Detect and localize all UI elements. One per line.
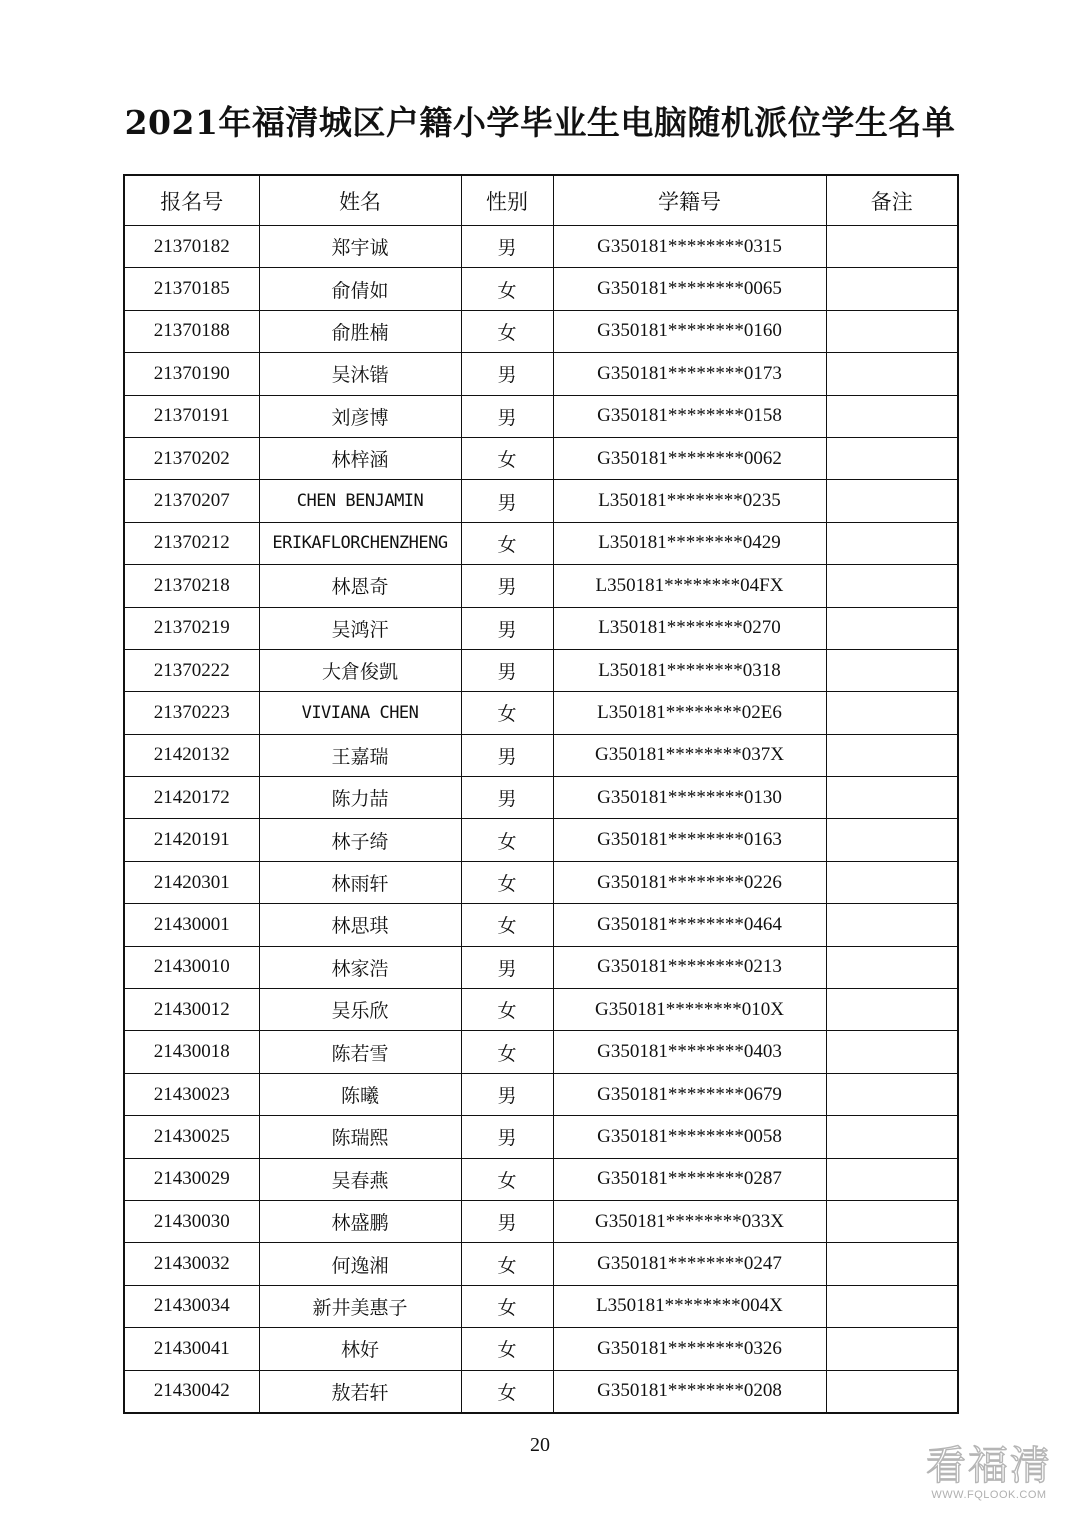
student-number-cell: L350181********04FX — [553, 565, 826, 607]
gender-cell: 女 — [461, 437, 553, 479]
name-cell: 林雨轩 — [259, 861, 461, 903]
table-header-row — [124, 175, 958, 226]
note-cell — [826, 946, 958, 988]
name-cell: 林家浩 — [259, 946, 461, 988]
gender-cell: 女 — [461, 819, 553, 861]
registration-number-cell: 21370219 — [124, 607, 259, 649]
student-number-cell: L350181********0270 — [553, 607, 826, 649]
table-row — [124, 353, 958, 395]
watermark-url: WWW.FQLOOK.COM — [931, 1489, 1047, 1501]
name-cell: VIVIANA CHEN — [259, 692, 461, 734]
name-cell: 陈瑞熙 — [259, 1116, 461, 1158]
student-number-cell: G350181********0130 — [553, 777, 826, 819]
gender-cell: 女 — [461, 989, 553, 1031]
registration-number-cell: 21370222 — [124, 649, 259, 691]
table-row — [124, 522, 958, 564]
student-number-cell: L350181********02E6 — [553, 692, 826, 734]
table-row — [124, 395, 958, 437]
registration-number-cell: 21430012 — [124, 989, 259, 1031]
registration-number-cell: 21420132 — [124, 734, 259, 776]
watermark — [918, 1444, 1060, 1502]
gender-cell: 女 — [461, 1243, 553, 1285]
table-row — [124, 1243, 958, 1285]
name-cell: CHEN BENJAMIN — [259, 480, 461, 522]
gender-cell: 男 — [461, 353, 553, 395]
table-row — [124, 226, 958, 268]
note-cell — [826, 565, 958, 607]
gender-cell: 男 — [461, 1200, 553, 1242]
name-cell: 何逸湘 — [259, 1243, 461, 1285]
registration-number-cell: 21430025 — [124, 1116, 259, 1158]
table-row — [124, 565, 958, 607]
table-row — [124, 946, 958, 988]
gender-cell: 男 — [461, 607, 553, 649]
student-number-cell: G350181********0065 — [553, 268, 826, 310]
name-cell: 陈曦 — [259, 1073, 461, 1115]
registration-number-cell: 21370207 — [124, 480, 259, 522]
gender-cell: 男 — [461, 649, 553, 691]
student-number-cell: G350181********0679 — [553, 1073, 826, 1115]
note-cell — [826, 1116, 958, 1158]
note-cell — [826, 1243, 958, 1285]
student-number-cell: G350181********0058 — [553, 1116, 826, 1158]
student-number-cell: G350181********0163 — [553, 819, 826, 861]
note-cell — [826, 692, 958, 734]
table-row — [124, 310, 958, 352]
student-number-cell: L350181********0429 — [553, 522, 826, 564]
student-number-cell: G350181********0213 — [553, 946, 826, 988]
gender-cell: 男 — [461, 1116, 553, 1158]
note-cell — [826, 1200, 958, 1242]
note-cell — [826, 480, 958, 522]
note-cell — [826, 437, 958, 479]
gender-cell: 女 — [461, 310, 553, 352]
table-row — [124, 649, 958, 691]
registration-number-cell: 21430018 — [124, 1031, 259, 1073]
name-cell: 新井美惠子 — [259, 1285, 461, 1327]
header-name: 姓名 — [259, 175, 461, 226]
registration-number-cell: 21420172 — [124, 777, 259, 819]
registration-number-cell: 21430042 — [124, 1370, 259, 1413]
student-number-cell: G350181********0226 — [553, 861, 826, 903]
name-cell: 俞倩如 — [259, 268, 461, 310]
student-number-cell: G350181********0315 — [553, 226, 826, 268]
name-cell: ERIKAFLORCHENZHENG — [259, 522, 461, 564]
page-number: 20 — [530, 1434, 550, 1456]
registration-number-cell: 21430029 — [124, 1158, 259, 1200]
note-cell — [826, 268, 958, 310]
note-cell — [826, 1285, 958, 1327]
registration-number-cell: 21430023 — [124, 1073, 259, 1115]
gender-cell: 女 — [461, 904, 553, 946]
student-number-cell: G350181********033X — [553, 1200, 826, 1242]
table-row — [124, 1328, 958, 1370]
gender-cell: 男 — [461, 480, 553, 522]
note-cell — [826, 522, 958, 564]
table-row — [124, 1285, 958, 1327]
table-row — [124, 1200, 958, 1242]
gender-cell: 女 — [461, 522, 553, 564]
name-cell: 林思琪 — [259, 904, 461, 946]
table-body — [124, 226, 958, 1413]
registration-number-cell: 21370191 — [124, 395, 259, 437]
registration-number-cell: 21370190 — [124, 353, 259, 395]
table-row — [124, 734, 958, 776]
note-cell — [826, 777, 958, 819]
gender-cell: 男 — [461, 395, 553, 437]
student-number-cell: G350181********0062 — [553, 437, 826, 479]
table-row — [124, 1370, 958, 1413]
registration-number-cell: 21370223 — [124, 692, 259, 734]
page-title: 2021年福清城区户籍小学毕业生电脑随机派位学生名单 — [124, 103, 956, 142]
registration-number-cell: 21430034 — [124, 1285, 259, 1327]
note-cell — [826, 1031, 958, 1073]
note-cell — [826, 1370, 958, 1413]
student-number-cell: G350181********0287 — [553, 1158, 826, 1200]
table-row — [124, 861, 958, 903]
table-row — [124, 1116, 958, 1158]
gender-cell: 男 — [461, 777, 553, 819]
table-row — [124, 989, 958, 1031]
note-cell — [826, 607, 958, 649]
gender-cell: 男 — [461, 734, 553, 776]
name-cell: 林恩奇 — [259, 565, 461, 607]
name-cell: 林梓涵 — [259, 437, 461, 479]
name-cell: 林子绮 — [259, 819, 461, 861]
table-row — [124, 1073, 958, 1115]
note-cell — [826, 1073, 958, 1115]
table-row — [124, 777, 958, 819]
note-cell — [826, 989, 958, 1031]
name-cell: 吴鸿汗 — [259, 607, 461, 649]
name-cell: 郑宇诚 — [259, 226, 461, 268]
table-row — [124, 480, 958, 522]
registration-number-cell: 21370218 — [124, 565, 259, 607]
registration-number-cell: 21420191 — [124, 819, 259, 861]
name-cell: 林盛鹏 — [259, 1200, 461, 1242]
gender-cell: 男 — [461, 946, 553, 988]
gender-cell: 女 — [461, 692, 553, 734]
registration-number-cell: 21370202 — [124, 437, 259, 479]
table-row — [124, 437, 958, 479]
student-number-cell: G350181********0326 — [553, 1328, 826, 1370]
table-row — [124, 268, 958, 310]
gender-cell: 女 — [461, 1328, 553, 1370]
name-cell: 吴春燕 — [259, 1158, 461, 1200]
note-cell — [826, 226, 958, 268]
gender-cell: 女 — [461, 1285, 553, 1327]
table-row — [124, 607, 958, 649]
name-cell: 敖若轩 — [259, 1370, 461, 1413]
student-number-cell: G350181********0173 — [553, 353, 826, 395]
student-number-cell: G350181********0247 — [553, 1243, 826, 1285]
student-number-cell: G350181********0403 — [553, 1031, 826, 1073]
table-row — [124, 819, 958, 861]
note-cell — [826, 310, 958, 352]
name-cell: 林好 — [259, 1328, 461, 1370]
student-number-cell: G350181********0464 — [553, 904, 826, 946]
table-row — [124, 1158, 958, 1200]
note-cell — [826, 819, 958, 861]
table-row — [124, 1031, 958, 1073]
gender-cell: 女 — [461, 1370, 553, 1413]
student-number-cell: G350181********0208 — [553, 1370, 826, 1413]
note-cell — [826, 395, 958, 437]
gender-cell: 男 — [461, 226, 553, 268]
name-cell: 俞胜楠 — [259, 310, 461, 352]
student-number-cell: G350181********0160 — [553, 310, 826, 352]
name-cell: 大倉俊凱 — [259, 649, 461, 691]
note-cell — [826, 734, 958, 776]
gender-cell: 男 — [461, 1073, 553, 1115]
note-cell — [826, 353, 958, 395]
header-registration-number: 报名号 — [124, 175, 259, 226]
name-cell: 吴沐锴 — [259, 353, 461, 395]
registration-number-cell: 21370188 — [124, 310, 259, 352]
registration-number-cell: 21370212 — [124, 522, 259, 564]
student-number-cell: L350181********0235 — [553, 480, 826, 522]
gender-cell: 女 — [461, 861, 553, 903]
name-cell: 刘彦博 — [259, 395, 461, 437]
registration-number-cell: 21370182 — [124, 226, 259, 268]
registration-number-cell: 21370185 — [124, 268, 259, 310]
registration-number-cell: 21430001 — [124, 904, 259, 946]
gender-cell: 男 — [461, 565, 553, 607]
watermark-logo-text: 看福清 — [926, 1443, 1052, 1489]
note-cell — [826, 1158, 958, 1200]
registration-number-cell: 21430030 — [124, 1200, 259, 1242]
header-student-number: 学籍号 — [553, 175, 826, 226]
note-cell — [826, 904, 958, 946]
registration-number-cell: 21420301 — [124, 861, 259, 903]
table-row — [124, 692, 958, 734]
registration-number-cell: 21430032 — [124, 1243, 259, 1285]
registration-number-cell: 21430010 — [124, 946, 259, 988]
student-number-cell: G350181********0158 — [553, 395, 826, 437]
name-cell: 王嘉瑞 — [259, 734, 461, 776]
name-cell: 吴乐欣 — [259, 989, 461, 1031]
student-number-cell: L350181********0318 — [553, 649, 826, 691]
name-cell: 陈若雪 — [259, 1031, 461, 1073]
registration-number-cell: 21430041 — [124, 1328, 259, 1370]
name-cell: 陈力喆 — [259, 777, 461, 819]
table-row — [124, 904, 958, 946]
note-cell — [826, 861, 958, 903]
gender-cell: 女 — [461, 1158, 553, 1200]
note-cell — [826, 1328, 958, 1370]
gender-cell: 女 — [461, 268, 553, 310]
note-cell — [826, 649, 958, 691]
student-number-cell: L350181********004X — [553, 1285, 826, 1327]
gender-cell: 女 — [461, 1031, 553, 1073]
header-gender: 性别 — [461, 175, 553, 226]
student-roster-table — [123, 174, 959, 1414]
student-number-cell: G350181********037X — [553, 734, 826, 776]
header-notes: 备注 — [826, 175, 958, 226]
student-number-cell: G350181********010X — [553, 989, 826, 1031]
